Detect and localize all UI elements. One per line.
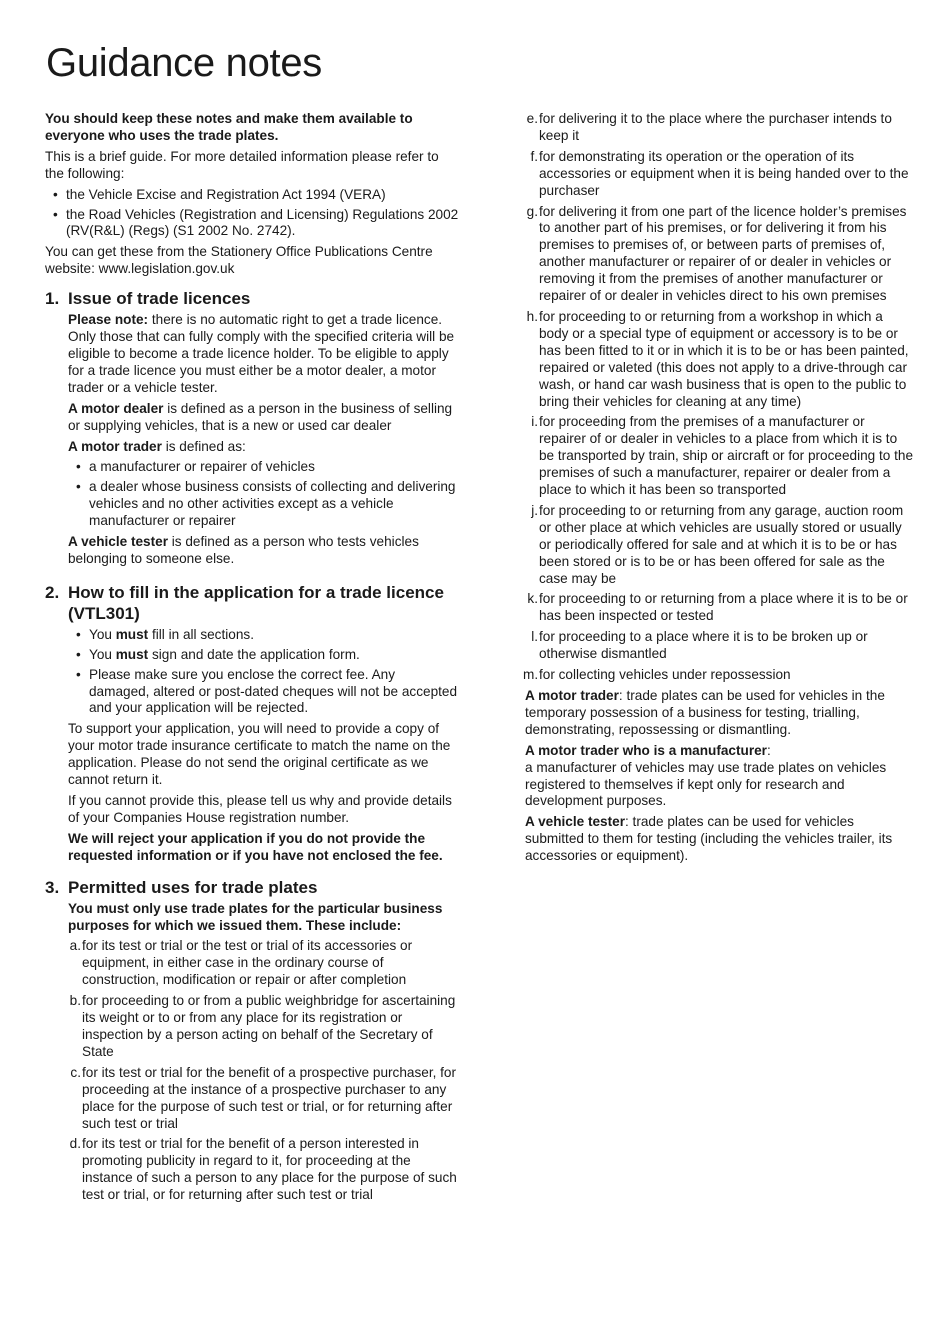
section-3-body: [45, 901, 459, 1204]
please-note-paragraph: Please note: there is no automatic right to get a trade licence. Only those that can fully comply with the specified criteria will be eligible to become a trade licence holder. To be eligible to apply for a trade licence you must either be a motor dealer, a motor trader or a vehicle tester.: [68, 312, 455, 395]
left-column: [45, 111, 459, 1208]
vehicle-tester-use: A vehicle tester: trade plates can be used for vehicles submitted to them for testing (including the vehicles trailer, its accessories or equipment).: [525, 814, 893, 864]
source-text: You can get these from the Stationery Office Publications Centre website: www.legislation.gov.uk: [45, 244, 433, 277]
permitted-use-item: m. for collecting vehicles under repossession: [523, 667, 791, 683]
permitted-use-item: a. for its test or trial or the test or trial of its accessories or equipment, in either case in the ordinary course of construction, modification or repair or after completion: [69, 938, 413, 988]
list-item: • You must sign and date the application form.: [68, 647, 459, 664]
permitted-use-item: d. for its test or trial for the benefit of a person interested in promoting publicity in regard to it, for proceeding at the instance of such a person to any place for the purpose of such test or trial, or for returning after such test or trial: [69, 1136, 457, 1203]
motor-trader-list: [47, 459, 459, 530]
permitted-use-item: g. for delivering it from one part of the licence holder’s premises to another part of his premises, or for delivering it from his premises to premises of, or between parts of premises of, another manufacturer or repairer of or dealer in vehicles or removing it from the premises of another manufacturer or repairer of or dealer in vehicles direct to his own premises: [526, 203, 907, 304]
permitted-uses-lead: You must only use trade plates for the particular business purposes for which we issued them. These include:: [68, 900, 443, 933]
support-paragraph: To support your application, you will need to provide a copy of your motor trade insurance certificate to match the name on the application. Please do not send the original certificate as we cannot return it.: [68, 721, 451, 788]
list-item: • a manufacturer or repairer of vehicles: [68, 459, 459, 476]
list-item: • You must fill in all sections.: [68, 627, 459, 644]
list-item: • the Road Vehicles (Registration and Licensing) Regulations 2002 (RV(R&L) (Regs) (S1 2002 No. 2742).: [45, 207, 459, 241]
keep-notes-notice: You should keep these notes and make them available to everyone who uses the trade plates.: [45, 111, 413, 143]
list-item: • Please make sure you enclose the correct fee. Any damaged, altered or post-dated cheques will not be accepted and your application will be rejected.: [68, 667, 459, 718]
brief-guide-text: This is a brief guide. For more detailed information please refer to the following:: [45, 148, 439, 181]
motor-trader-use: A motor trader: trade plates can be used for vehicles in the temporary possession of a business for testing, trialling, demonstrating, repossessing or dismantling.: [525, 688, 885, 737]
section-heading-3: 3. Permitted uses for trade plates: [45, 877, 318, 897]
reference-list: [45, 187, 459, 241]
permitted-use-item: j. for proceeding to or returning from any garage, auction room or other place at which vehicles are usually stored or usually or periodically offered for sale and at which it is to be or has been stored or is to be or has been offered for sale as the case may be: [531, 502, 904, 586]
list-item: • the Vehicle Excise and Registration Act 1994 (VERA): [45, 187, 459, 204]
permitted-use-item: e. for delivering it to the place where the purchaser intends to keep it: [526, 111, 892, 143]
reject-warning: We will reject your application if you do not provide the requested information or if you have not enclosed the fee.: [68, 830, 443, 863]
motor-trader-definition: A motor trader is defined as:: [68, 438, 246, 454]
section-heading-2: 2. How to fill in the application for a trade licence (VTL301): [45, 582, 444, 623]
vehicle-tester-definition: A vehicle tester is defined as a person who tests vehicles belonging to someone else.: [68, 534, 419, 566]
permitted-use-item: h. for proceeding to or returning from a workshop in which a body or a special type of equipment or accessory is to be or has been fitted to it or in which it is to be or has been painted, repaired or valeted (this does not apply to a drive-through car wash, or hand car wash business that is open to the public to bring their vehicles for cleaning at any time): [526, 308, 909, 409]
motor-dealer-definition: A motor dealer is defined as a person in the business of selling or supplying vehicles, that is a new or used car dealer: [68, 400, 453, 433]
permitted-use-item: c. for its test or trial for the benefit of a prospective purchaser, for proceeding at the instance of a prospective purchaser to any place for the purpose of such test or trial, or for returning after such test or trial: [70, 1064, 457, 1131]
permitted-use-item: l. for proceeding to a place where it is to be broken up or otherwise dismantled: [531, 629, 868, 662]
manufacturer-use: A motor trader who is a manufacturer: a manufacturer of vehicles may use trade plates on vehicles registered to themselves if kept only for research and development purposes.: [525, 742, 887, 809]
section-heading-1: 1. Issue of trade licences: [45, 289, 251, 309]
permitted-use-item: i. for proceeding from the premises of a manufacturer or repairer of or dealer in vehicles to a place from which it is to be transported by train, ship or aircraft or for proceeding to the premises of such a manufacturer, repairer or dealer from a place to which it has been so transported: [531, 414, 914, 498]
right-column: [525, 111, 915, 869]
permitted-use-item: b. for proceeding to or from a public weighbridge for ascertaining its weight or to or from any place for its registration or inspection by a person acting on behalf of the Secretary of State: [69, 993, 456, 1059]
cannot-provide-paragraph: If you cannot provide this, please tell us why and provide details of your Companies House registration number.: [68, 793, 452, 825]
application-rules-list: [47, 627, 459, 718]
page-title: Guidance notes: [46, 41, 322, 85]
permitted-use-item: k. for proceeding to or returning from a place where it is to be or has been inspected or tested: [527, 591, 908, 624]
permitted-use-item: f. for demonstrating its operation or the operation of its accessories or equipment when it is being handed over to the purchaser: [530, 148, 909, 198]
list-item: • a dealer whose business consists of collecting and delivering vehicles and no other activities except as a vehicle manufacturer or repairer: [68, 479, 459, 530]
section-1-body: [45, 312, 459, 568]
section-2-body: [45, 627, 459, 865]
